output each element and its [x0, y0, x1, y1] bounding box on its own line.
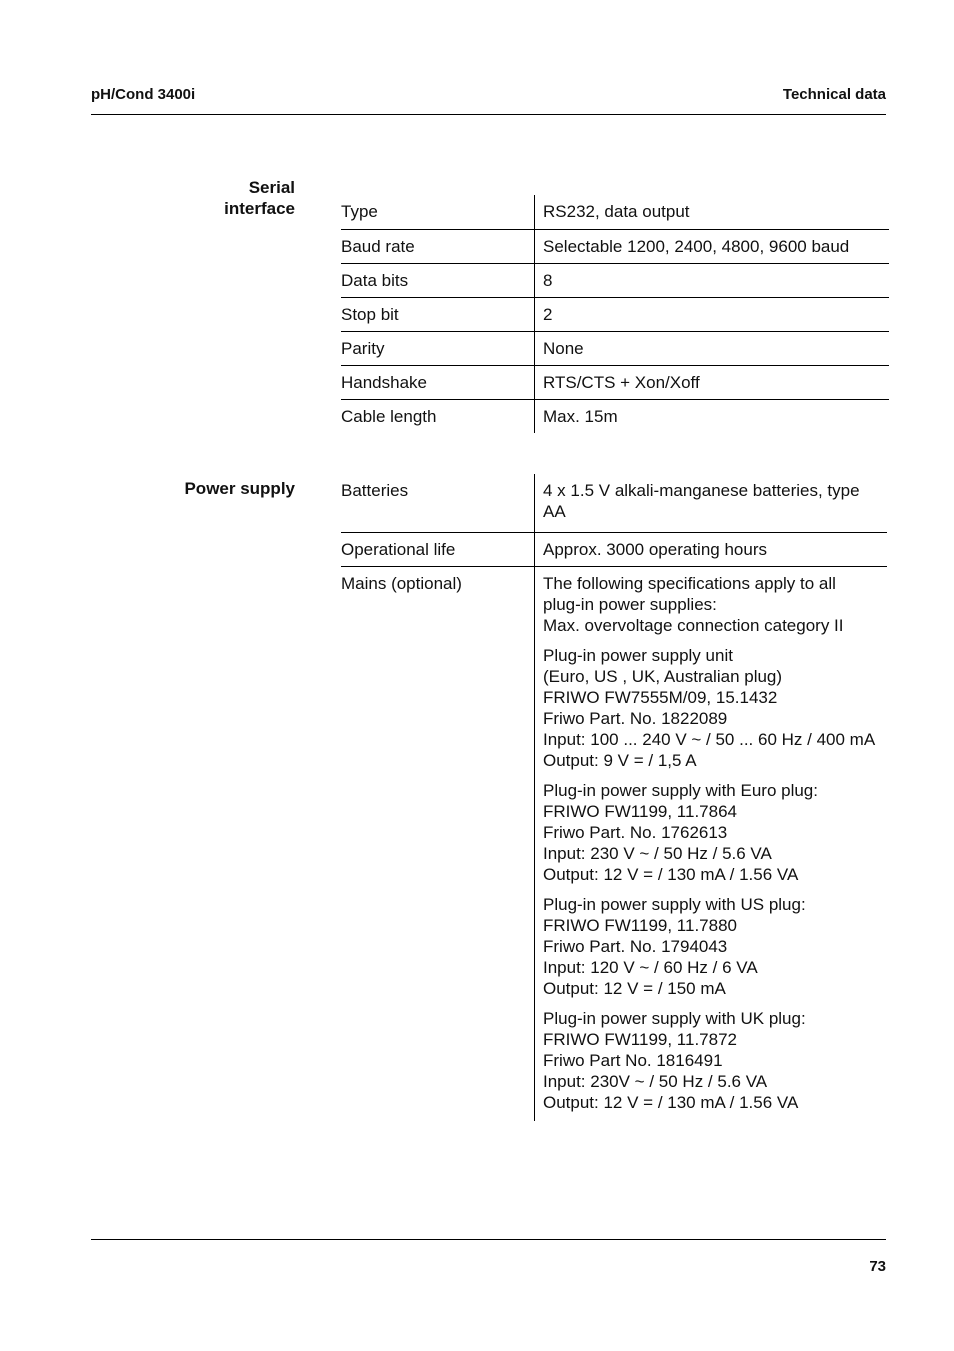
spec-value: RS232, data output [535, 195, 890, 229]
power-supply-table [341, 474, 887, 1121]
spec-key: Batteries [341, 474, 535, 533]
table-row [341, 399, 889, 433]
spec-key: Baud rate [341, 229, 535, 263]
spec-value: None [535, 331, 890, 365]
page-footer [91, 1239, 886, 1275]
spec-key: Cable length [341, 399, 535, 433]
table-row [341, 567, 887, 1122]
mains-paragraph: Plug-in power supply unit (Euro, US , UK, Australian plug) FRIWO FW7555M/09, 15.1432 Friwo Part. No. 1822089 Input: 100 ... 240 V ~ / 50 ... 60 Hz / 400 mA Output: 9 V = / 1,5 A [543, 646, 876, 770]
spec-value: RTS/CTS + Xon/Xoff [535, 365, 890, 399]
spec-value: 2 [535, 297, 890, 331]
spec-key: Mains (optional) [341, 567, 535, 1122]
table-row [341, 331, 889, 365]
spec-key: Handshake [341, 365, 535, 399]
table-row [341, 229, 889, 263]
mains-paragraph: Plug-in power supply with Euro plug: FRIWO FW1199, 11.7864 Friwo Part. No. 1762613 Input: 230 V ~ / 50 Hz / 5.6 VA Output: 12 V = / 130 mA / 1.56 VA [543, 781, 818, 884]
spec-key: Operational life [341, 533, 535, 567]
serial-interface-table [341, 195, 889, 433]
mains-paragraph: Plug-in power supply with UK plug: FRIWO FW1199, 11.7872 Friwo Part No. 1816491 Input: 230V ~ / 50 Hz / 5.6 VA Output: 12 V = / 130 mA / 1.56 VA [543, 1009, 806, 1112]
table-row [341, 474, 887, 533]
table-row [341, 195, 889, 229]
spec-value [535, 567, 888, 1122]
section-title-power-supply: Power supply [184, 479, 295, 498]
section-title-serial-interface: Serial interface [224, 178, 295, 218]
spec-key: Parity [341, 331, 535, 365]
spec-key: Type [341, 195, 535, 229]
spec-value: Approx. 3000 operating hours [535, 533, 888, 567]
spec-value: 4 x 1.5 V alkali-manganese batteries, type AA [535, 474, 888, 533]
page-number: 73 [869, 1258, 886, 1275]
table-row [341, 263, 889, 297]
header-chapter-title: Technical data [782, 86, 886, 103]
spec-key: Data bits [341, 263, 535, 297]
spec-value: Selectable 1200, 2400, 4800, 9600 baud [535, 229, 890, 263]
mains-paragraph: The following specifications apply to all plug-in power supplies: Max. overvoltage connection category II [543, 574, 844, 635]
header-product-name: pH/Cond 3400i [91, 86, 196, 103]
table-row [341, 297, 889, 331]
spec-key: Stop bit [341, 297, 535, 331]
page-header [91, 86, 886, 115]
mains-paragraph: Plug-in power supply with US plug: FRIWO FW1199, 11.7880 Friwo Part. No. 1794043 Input: 120 V ~ / 60 Hz / 6 VA Output: 12 V = / 150 mA [543, 895, 806, 998]
table-row [341, 365, 889, 399]
table-row [341, 533, 887, 567]
spec-value: Max. 15m [543, 406, 618, 426]
spec-value: 8 [535, 263, 890, 297]
